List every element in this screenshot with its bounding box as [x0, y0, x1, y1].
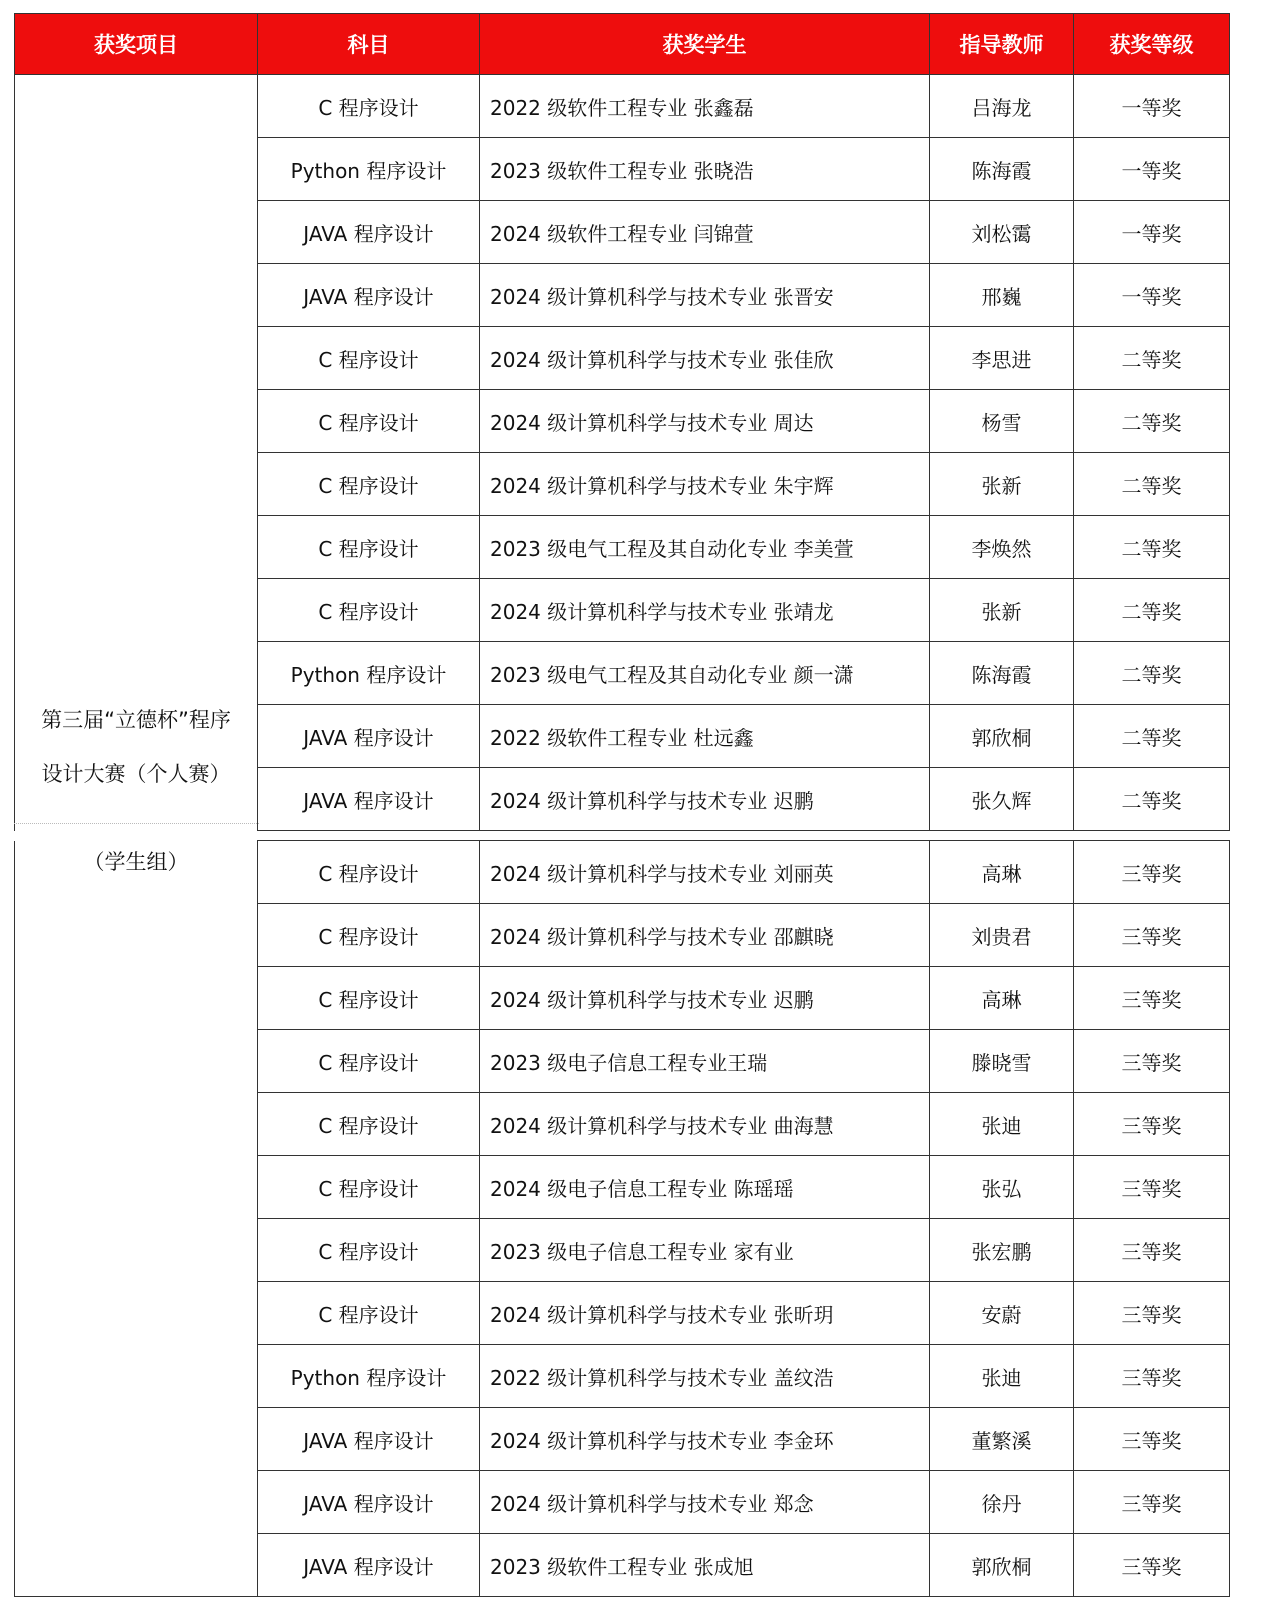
level-cell: 三等奖	[1074, 967, 1230, 1030]
student-cell: 2022 级软件工程专业 杜远鑫	[480, 705, 930, 768]
subject-cell: C 程序设计	[258, 516, 480, 579]
table-row	[15, 841, 1230, 904]
table-row	[15, 75, 1230, 138]
student-cell: 2024 级计算机科学与技术专业 迟鹏	[480, 967, 930, 1030]
awards-table-part2	[14, 840, 1230, 1597]
subject-cell: JAVA 程序设计	[258, 1408, 480, 1471]
level-cell: 二等奖	[1074, 453, 1230, 516]
subject-cell: C 程序设计	[258, 579, 480, 642]
level-cell: 二等奖	[1074, 579, 1230, 642]
level-cell: 二等奖	[1074, 642, 1230, 705]
teacher-cell: 郭欣桐	[930, 705, 1074, 768]
subject-cell: C 程序设计	[258, 75, 480, 138]
level-cell: 三等奖	[1074, 841, 1230, 904]
teacher-cell: 张久辉	[930, 768, 1074, 831]
teacher-cell: 张迪	[930, 1345, 1074, 1408]
project-name-line2: 设计大赛（个人赛）	[41, 761, 231, 786]
subject-cell: C 程序设计	[258, 1093, 480, 1156]
teacher-cell: 安蔚	[930, 1282, 1074, 1345]
subject-cell: JAVA 程序设计	[258, 768, 480, 831]
student-cell: 2024 级计算机科学与技术专业 李金环	[480, 1408, 930, 1471]
subject-cell: C 程序设计	[258, 1030, 480, 1093]
project-cell	[15, 841, 258, 1597]
student-cell: 2024 级计算机科学与技术专业 郑念	[480, 1471, 930, 1534]
level-cell: 三等奖	[1074, 1471, 1230, 1534]
level-cell: 三等奖	[1074, 1219, 1230, 1282]
teacher-cell: 张新	[930, 453, 1074, 516]
student-cell: 2024 级软件工程专业 闫锦萱	[480, 201, 930, 264]
header-subject: 科目	[258, 14, 480, 75]
subject-cell: Python 程序设计	[258, 642, 480, 705]
teacher-cell: 滕晓雪	[930, 1030, 1074, 1093]
student-cell: 2024 级计算机科学与技术专业 张靖龙	[480, 579, 930, 642]
student-cell: 2024 级计算机科学与技术专业 张佳欣	[480, 327, 930, 390]
subject-cell: JAVA 程序设计	[258, 264, 480, 327]
header-student: 获奖学生	[480, 14, 930, 75]
teacher-cell: 张新	[930, 579, 1074, 642]
header-project: 获奖项目	[15, 14, 258, 75]
header-row	[15, 14, 1230, 75]
subject-cell: JAVA 程序设计	[258, 1471, 480, 1534]
student-cell: 2023 级电子信息工程专业王瑞	[480, 1030, 930, 1093]
page-break-line	[14, 823, 259, 824]
teacher-cell: 李焕然	[930, 516, 1074, 579]
student-cell: 2023 级软件工程专业 张晓浩	[480, 138, 930, 201]
subject-cell: C 程序设计	[258, 1219, 480, 1282]
level-cell: 二等奖	[1074, 390, 1230, 453]
project-name-line3: （学生组）	[83, 849, 189, 874]
student-cell: 2022 级软件工程专业 张鑫磊	[480, 75, 930, 138]
subject-cell: JAVA 程序设计	[258, 1534, 480, 1597]
student-cell: 2024 级计算机科学与技术专业 邵麒晓	[480, 904, 930, 967]
subject-cell: C 程序设计	[258, 390, 480, 453]
teacher-cell: 高琳	[930, 841, 1074, 904]
student-cell: 2024 级计算机科学与技术专业 朱宇辉	[480, 453, 930, 516]
level-cell: 三等奖	[1074, 1156, 1230, 1219]
level-cell: 二等奖	[1074, 516, 1230, 579]
level-cell: 三等奖	[1074, 1534, 1230, 1597]
subject-cell: Python 程序设计	[258, 138, 480, 201]
awards-table-part1	[14, 13, 1230, 831]
teacher-cell: 董繁溪	[930, 1408, 1074, 1471]
level-cell: 二等奖	[1074, 705, 1230, 768]
subject-cell: JAVA 程序设计	[258, 705, 480, 768]
teacher-cell: 吕海龙	[930, 75, 1074, 138]
teacher-cell: 刘松霭	[930, 201, 1074, 264]
level-cell: 一等奖	[1074, 75, 1230, 138]
level-cell: 一等奖	[1074, 264, 1230, 327]
header-teacher: 指导教师	[930, 14, 1074, 75]
level-cell: 三等奖	[1074, 1408, 1230, 1471]
teacher-cell: 郭欣桐	[930, 1534, 1074, 1597]
teacher-cell: 李思进	[930, 327, 1074, 390]
student-cell: 2024 级计算机科学与技术专业 迟鹏	[480, 768, 930, 831]
teacher-cell: 杨雪	[930, 390, 1074, 453]
student-cell: 2024 级计算机科学与技术专业 周达	[480, 390, 930, 453]
student-cell: 2024 级电子信息工程专业 陈瑶瑶	[480, 1156, 930, 1219]
subject-cell: C 程序设计	[258, 967, 480, 1030]
subject-cell: C 程序设计	[258, 327, 480, 390]
project-name-line1: 第三届“立德杯”程序	[41, 707, 231, 732]
student-cell: 2024 级计算机科学与技术专业 张昕玥	[480, 1282, 930, 1345]
student-cell: 2023 级电气工程及其自动化专业 颜一潇	[480, 642, 930, 705]
teacher-cell: 徐丹	[930, 1471, 1074, 1534]
teacher-cell: 陈海霞	[930, 138, 1074, 201]
header-level: 获奖等级	[1074, 14, 1230, 75]
student-cell: 2022 级计算机科学与技术专业 盖纹浩	[480, 1345, 930, 1408]
student-cell: 2024 级计算机科学与技术专业 张晋安	[480, 264, 930, 327]
level-cell: 三等奖	[1074, 904, 1230, 967]
subject-cell: C 程序设计	[258, 841, 480, 904]
student-cell: 2023 级电气工程及其自动化专业 李美萱	[480, 516, 930, 579]
subject-cell: C 程序设计	[258, 1282, 480, 1345]
level-cell: 一等奖	[1074, 201, 1230, 264]
subject-cell: JAVA 程序设计	[258, 201, 480, 264]
subject-cell: Python 程序设计	[258, 1345, 480, 1408]
level-cell: 三等奖	[1074, 1345, 1230, 1408]
level-cell: 三等奖	[1074, 1030, 1230, 1093]
level-cell: 二等奖	[1074, 327, 1230, 390]
subject-cell: C 程序设计	[258, 1156, 480, 1219]
teacher-cell: 张迪	[930, 1093, 1074, 1156]
project-cell	[15, 75, 258, 831]
subject-cell: C 程序设计	[258, 453, 480, 516]
level-cell: 三等奖	[1074, 1282, 1230, 1345]
teacher-cell: 张宏鹏	[930, 1219, 1074, 1282]
teacher-cell: 邢巍	[930, 264, 1074, 327]
level-cell: 二等奖	[1074, 768, 1230, 831]
student-cell: 2023 级电子信息工程专业 家有业	[480, 1219, 930, 1282]
teacher-cell: 高琳	[930, 967, 1074, 1030]
level-cell: 三等奖	[1074, 1093, 1230, 1156]
teacher-cell: 陈海霞	[930, 642, 1074, 705]
teacher-cell: 刘贵君	[930, 904, 1074, 967]
subject-cell: C 程序设计	[258, 904, 480, 967]
student-cell: 2024 级计算机科学与技术专业 刘丽英	[480, 841, 930, 904]
student-cell: 2024 级计算机科学与技术专业 曲海慧	[480, 1093, 930, 1156]
level-cell: 一等奖	[1074, 138, 1230, 201]
teacher-cell: 张弘	[930, 1156, 1074, 1219]
student-cell: 2023 级软件工程专业 张成旭	[480, 1534, 930, 1597]
